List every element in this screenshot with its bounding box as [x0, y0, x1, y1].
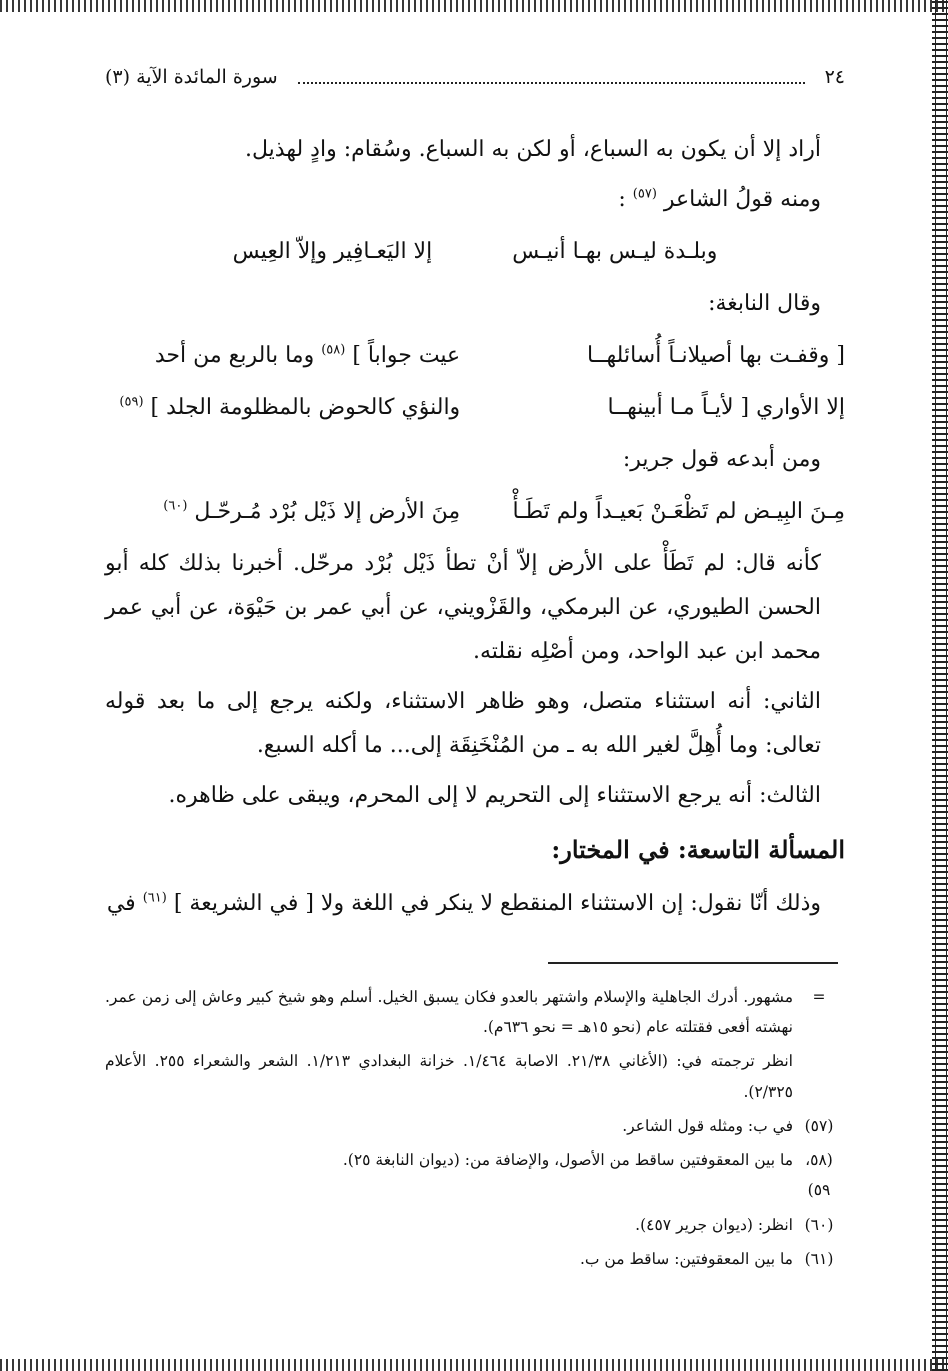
main-text [105, 128, 845, 932]
footnote-mark: (٥٨، ٥٩) [805, 1151, 833, 1200]
paragraph-5: كأنه قال: لم تَطَأْ على الأرض إلاّ أنْ تطأ ذَيْل بُرْد مرحّل. أخبرنا بذلك كله أبو الحسن الطيوري، عن البرمكي، والقَزْويني، عن أبي عمر بن حَيْوَة، عن أبي عمر محمد ابن عبد الواحد، ومن أصْلِه نقلته. [105, 551, 821, 664]
dotted-leader [298, 82, 805, 84]
footnote-continuation-2 [105, 1046, 845, 1106]
surah-title: سورة المائدة الآية (٣) [105, 66, 278, 88]
footnote-ref-60[interactable]: (٦٠) [163, 498, 188, 514]
footnote-61 [105, 1244, 845, 1274]
page-number: ٢٤ [824, 66, 845, 88]
footnote-mark: = [812, 988, 826, 1006]
paragraph-7: الثالث: أنه يرجع الاستثناء إلى التحريم لا إلى المحرم، ويبقى على ظاهره. [168, 783, 821, 808]
footnote-ref-59[interactable]: (٥٩) [119, 394, 144, 410]
ornamental-border-bottom [0, 1359, 948, 1371]
verse-3-right: إلا الأواري [ لأيـاً مـا أبينهــا [607, 395, 845, 420]
verse-2-right: [ وقفـت بها أصيلانـاً أُسائلهــا [586, 343, 845, 368]
footnote-text: مشهور. أدرك الجاهلية والإسلام واشتهر بالعدو فكان يسبق الخيل. أسلم وهو شيخ كبير وعاش إلى زمن عمر. نهشته أفعى فقتلته عام (نحو ١٥هـ = نحو ٦٣٦م). [105, 988, 793, 1037]
paragraph-8: وذلك أنّا نقول: إن الاستثناء المنقطع لا ينكر في اللغة ولا [ في الشريعة ] $^{(٦١)}$ في [106, 890, 821, 916]
paragraph-3: وقال النابغة: [708, 291, 821, 316]
footnote-text: انظر: (ديوان جرير ٤٥٧). [635, 1215, 793, 1234]
verse-2 [105, 334, 845, 378]
verse-4-left: مِنَ الأرض إلا ذَيْل بُرْد مُـرحّـل $^{(٦٠)}$ [163, 498, 461, 524]
footnote-ref-57[interactable]: (٥٧) [632, 186, 657, 202]
ornamental-border-right [932, 0, 948, 1371]
verse-3 [105, 386, 845, 430]
verse-4-right: مِـنَ البِيـض لم تَظْعَـنْ بَعيـداً ولم تَطَـأْ [512, 499, 845, 524]
verse-1-left: إلا اليَعـافِير وإلاّ العِيس [232, 239, 433, 264]
paragraph-1: أراد إلا أن يكون به السباع، أو لكن به السباع. وسُقام: وادٍ لهذيل. [245, 137, 821, 162]
ornamental-border-top [0, 0, 948, 12]
section-heading: المسألة التاسعة: في المختار: [551, 835, 845, 864]
paragraph-4: ومن أبدعه قول جرير: [622, 447, 821, 472]
footnote-text: انظر ترجمته في: (الأغاني ٢١/٣٨. الاصابة ١/٤٦٤. خزانة البغدادي ١/٢١٣. الشعر والشعراء ٢٥٥. الأعلام ٢/٣٢٥). [105, 1052, 793, 1101]
footnote-text: ما بين المعقوفتين: ساقط من ب. [579, 1249, 793, 1268]
footnote-58-59 [105, 1145, 845, 1205]
footnote-mark: (٦٠) [804, 1215, 834, 1234]
footnote-60 [105, 1210, 845, 1240]
footnote-mark [793, 1046, 845, 1106]
footnote-text: في ب: ومثله قول الشاعر. [622, 1116, 793, 1135]
footnote-separator [548, 962, 838, 964]
verse-1-right: وبلـدة ليـس بهـا أنيـس [512, 239, 718, 264]
verse-1 [105, 230, 845, 274]
verse-2-left: عيت جواباً ] $^{(٥٨)}$ وما بالربع من أحد [154, 342, 461, 368]
footnotes [105, 982, 845, 1278]
running-header [105, 62, 845, 92]
footnote-57 [105, 1111, 845, 1141]
verse-3-left: والنؤي كالحوض بالمظلومة الجلد ] $^{(٥٩)}$ [119, 394, 461, 420]
footnote-ref-58[interactable]: (٥٨) [321, 342, 346, 358]
footnote-ref-61[interactable]: (٦١) [142, 890, 167, 906]
footnote-continuation [105, 982, 845, 1042]
footnote-mark: (٦١) [804, 1249, 834, 1268]
footnote-mark: (٥٧) [804, 1116, 834, 1135]
verse-4 [105, 490, 845, 534]
paragraph-2: ومنه قولُ الشاعر $^{(٥٧)}$ : [618, 186, 821, 212]
paragraph-6: الثاني: أنه استثناء متصل، وهو ظاهر الاستثناء، ولكنه يرجع إلى ما بعد قوله تعالى: وما أُهِلَّ لغير الله به ـ من المُنْخَنِقَة إلى... ما أكله السبع. [105, 689, 821, 758]
footnote-text: ما بين المعقوفتين ساقط من الأصول، والإضافة من: (ديوان النابغة ٢٥). [342, 1151, 793, 1170]
